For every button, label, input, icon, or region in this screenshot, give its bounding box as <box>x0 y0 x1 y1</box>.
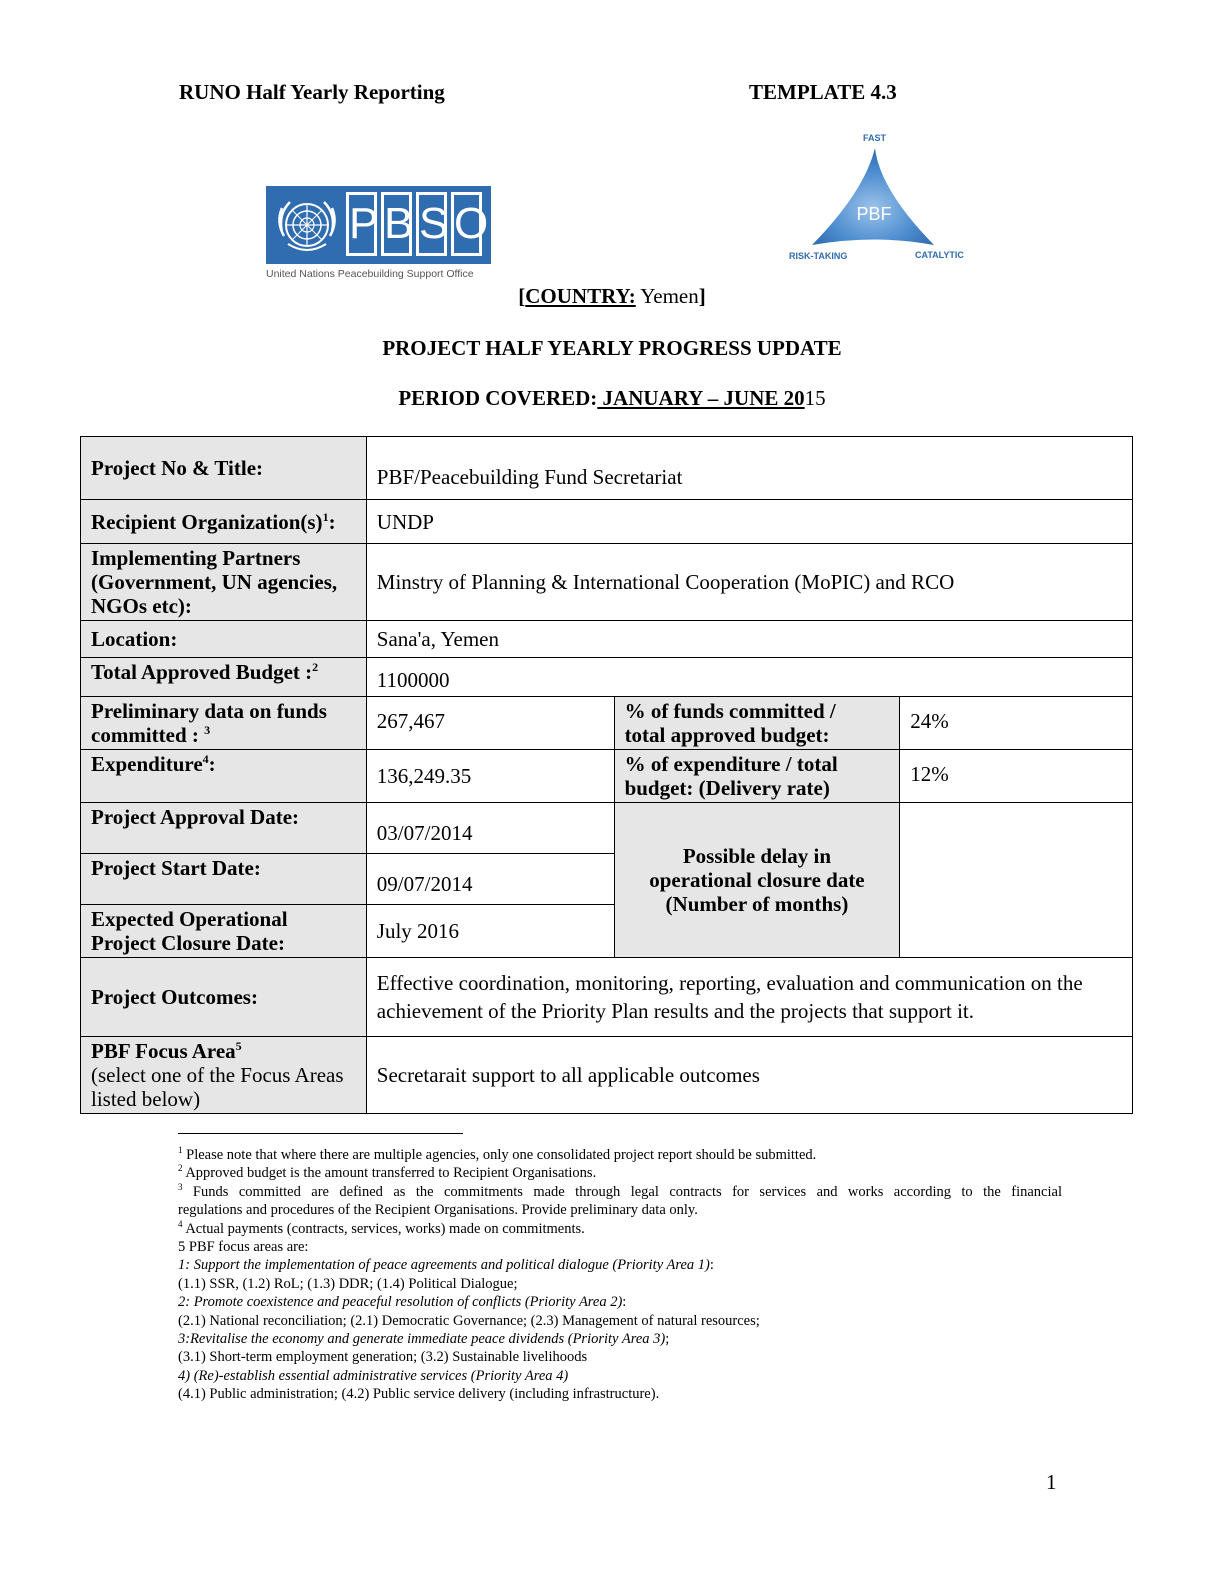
possible-delay-value <box>900 803 1133 958</box>
footnote-2: $^2$ Approved budget is the amount transferred to Recipient Organisations. <box>178 1163 597 1182</box>
footnotes <box>178 1146 1062 1404</box>
project-info-table <box>80 436 1133 1114</box>
focus-area-value: Secretarait support to all applicable outcomes <box>366 1037 1132 1114</box>
closure-date-label: Expected Operational Project Closure Date: <box>81 905 367 958</box>
pbso-letter-s: S <box>416 192 447 256</box>
row-focus-area <box>81 1037 1133 1114</box>
pbso-letter-p: P <box>346 192 377 256</box>
project-no-label: Project No & Title: <box>81 437 367 500</box>
pbf-center-text: PBF <box>856 204 892 224</box>
footnote-3: $^3$ Funds committed are defined as the commitments made through legal contracts for services and works according to the financial <box>178 1181 1062 1200</box>
pct-expenditure-value: 12% <box>900 750 1133 803</box>
location-label: Location: <box>81 621 367 658</box>
pct-committed-label: % of funds committed / total approved budget: <box>614 697 900 750</box>
focus-area-label: PBF Focus Area$^5$ (select one of the Focus Areas listed below) <box>81 1037 367 1114</box>
focus-area-2: 2: Promote coexistence and peaceful resolution of conflicts (Priority Area 2): <box>178 1294 627 1311</box>
focus-area-1: 1: Support the implementation of peace agreements and political dialogue (Priority Area 1): <box>178 1257 714 1274</box>
recipient-value: UNDP <box>366 500 1132 544</box>
focus-area-3: 3:Revitalise the economy and generate immediate peace dividends (Priority Area 3); <box>178 1331 670 1348</box>
period-covered-line: PERIOD COVERED: JANUARY – JUNE 2015 <box>398 386 826 410</box>
expenditure-value: 136,249.35 <box>366 750 614 803</box>
country-value: Yemen <box>635 284 699 308</box>
un-emblem-icon <box>274 192 340 258</box>
footnote-4: $^4$ Actual payments (contracts, services, works) made on commitments. <box>178 1218 585 1237</box>
pbf-fast-label: FAST <box>863 133 887 143</box>
pbso-letter-b: B <box>381 192 412 256</box>
pbso-logo <box>266 186 492 282</box>
row-project-outcomes <box>81 958 1133 1037</box>
location-value: Sana'a, Yemen <box>366 621 1132 658</box>
possible-delay-label: Possible delay in operational closure date (Number of months) <box>614 803 900 958</box>
pbf-logo <box>788 130 968 265</box>
pbf-triangle-icon <box>788 130 968 265</box>
approval-date-value: 03/07/2014 <box>366 803 614 854</box>
document-title: PROJECT HALF YEARLY PROGRESS UPDATE <box>382 336 842 360</box>
pbf-risk-taking-label: RISK-TAKING <box>789 251 848 261</box>
country-line: [COUNTRY: Yemen] <box>518 284 706 308</box>
page-number: 1 <box>1046 1470 1057 1494</box>
implementing-partners-value: Minstry of Planning & International Cooperation (MoPIC) and RCO <box>366 544 1132 621</box>
closure-date-value: July 2016 <box>366 905 614 958</box>
row-approval-date <box>81 803 1133 854</box>
row-implementing-partners <box>81 544 1133 621</box>
country-label: COUNTRY: <box>525 284 636 308</box>
footnote-1: $^1$ Please note that where there are multiple agencies, only one consolidated project report should be submitted. <box>178 1145 817 1163</box>
footnote-divider <box>178 1133 463 1134</box>
template-number-heading: TEMPLATE 4.3 <box>749 80 897 104</box>
funds-committed-label: Preliminary data on funds committed : $^3$ <box>81 697 367 750</box>
row-total-budget <box>81 658 1133 697</box>
start-date-value: 09/07/2014 <box>366 854 614 905</box>
period-label: PERIOD COVERED: <box>398 386 598 410</box>
pbso-caption: United Nations Peacebuilding Support Office <box>266 268 474 280</box>
row-recipient <box>81 500 1133 544</box>
row-location <box>81 621 1133 658</box>
period-value: JANUARY – JUNE 20 <box>597 386 805 410</box>
row-funds-committed <box>81 697 1133 750</box>
footnote-3-cont: regulations and procedures of the Recipient Organisations. Provide preliminary data only. <box>178 1202 698 1219</box>
footnote-5: 5 PBF focus areas are: <box>178 1239 309 1256</box>
focus-area-4-items: (4.1) Public administration; (4.2) Public service delivery (including infrastructure). <box>178 1386 660 1403</box>
approval-date-label: Project Approval Date: <box>81 803 367 854</box>
focus-area-1-items: (1.1) SSR, (1.2) RoL; (1.3) DDR; (1.4) Political Dialogue; <box>178 1275 518 1292</box>
funds-committed-value: 267,467 <box>366 697 614 750</box>
pct-expenditure-label: % of expenditure / total budget: (Delivery rate) <box>614 750 900 803</box>
focus-area-2-items: (2.1) National reconciliation; (2.1) Democratic Governance; (2.3) Management of natural resources; <box>178 1312 760 1329</box>
focus-area-3-items: (3.1) Short-term employment generation; (3.2) Sustainable livelihoods <box>178 1349 588 1366</box>
start-date-label: Project Start Date: <box>81 854 367 905</box>
expenditure-label: Expenditure$^4$: <box>81 750 367 803</box>
total-budget-label: Total Approved Budget :$^2$ <box>81 658 367 697</box>
pbso-letter-o: O <box>451 192 482 256</box>
row-project-no <box>81 437 1133 500</box>
pbf-catalytic-label: CATALYTIC <box>915 250 964 260</box>
project-no-value: PBF/Peacebuilding Fund Secretariat <box>366 437 1132 500</box>
total-budget-value: 1100000 <box>366 658 1132 697</box>
recipient-label: Recipient $Organization(s)^1$: <box>81 500 367 544</box>
project-outcomes-value: Effective coordination, monitoring, reporting, evaluation and communication on the achievement of the Priority Plan results and the projects that support it. <box>366 958 1132 1037</box>
implementing-partners-label: Implementing Partners (Government, UN agencies, NGOs etc): <box>81 544 367 621</box>
row-expenditure <box>81 750 1133 803</box>
report-type-heading: RUNO Half Yearly Reporting <box>179 80 445 104</box>
pct-committed-value: 24% <box>900 697 1133 750</box>
focus-area-4: 4) (Re)-establish essential administrative services (Priority Area 4) <box>178 1367 569 1384</box>
project-outcomes-label: Project Outcomes: <box>81 958 367 1037</box>
